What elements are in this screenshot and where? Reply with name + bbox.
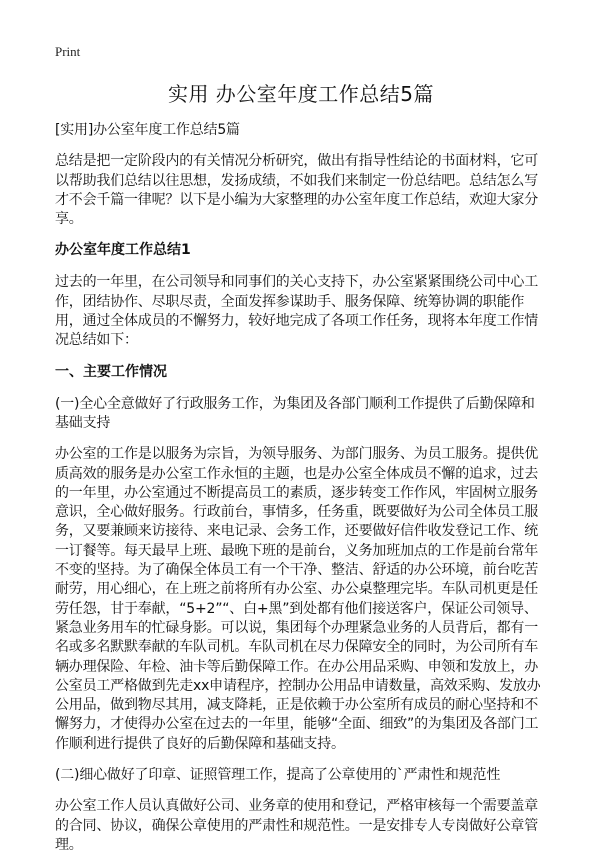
item-paragraph: 办公室工作人员认真做好公司、业务章的使用和登记，严格审核每一个需要盖章的合同、协议，确保公章使用的严肃性和规范性。一是安排专人专岗做好公章管理。 (55, 798, 538, 853)
document-page (55, 44, 547, 867)
part-heading: 一、主要工作情况 (55, 363, 167, 380)
section-heading: 办公室年度工作总结1 (55, 242, 191, 259)
item-heading: (一)全心全意做好了行政服务工作，为集团及各部门顺利工作提供了后勤保障和基础支持 (55, 395, 535, 431)
item-heading: (二)细心做好了印章、证照管理工作，提高了公章使用的`严肃性和规范性 (55, 767, 501, 784)
intro-paragraph: 总结是把一定阶段内的有关情况分析研究，做出有指导性结论的书面材料，它可以帮助我们总结以往思想，发扬成绩，不如我们来制定一份总结吧。总结怎么写才不会千篇一律呢？以下是小编为大家整理的办公室年度工作总结，欢迎大家分享。 (55, 153, 538, 228)
document-subtitle: [实用]办公室年度工作总结5篇 (55, 122, 240, 138)
print-link[interactable]: Print (55, 44, 81, 59)
item-paragraph: 办公室的工作是以服务为宗旨，为领导服务、为部门服务、为员工服务。提供优质高效的服务是办公室工作永恒的主题，也是办公室全体成员不懈的追求，过去的一年里，办公室通过不断提高员工的素质，逐步转变工作作风，牢固树立服务意识，全心做好服务。行政前台，事情多，任务重，既要做好为公司全体员工服务，又要兼顾来访接待、来电记录、会务工作，还要做好信件收发登记工作、统一订餐等。每天最早上班、最晚下班的是前台，义务加班加点的工作是前台常年不变的坚持。为了确保全体员工有一个干净、整洁、舒适的办公环境，前台吃苦耐劳，用心细心，在上班之前将所有办公室、办公桌整理完毕。车队司机更是任劳任怨，甘于奉献，“5+2”“、白+黑”到处都有他们接送客户，保证公司领导、紧急业务用车的忙碌身影。可以说，集团每个办理紧急业务的人员背后，都有一名或多名默默奉献的车队司机。车队司机在尽力保障安全的同时，为公司所有车辆办理保险、年检、油卡等后勤保障工作。在办公用品采购、申领和发放上，办公室员工严格做到先走xx申请程序，控制办公用品申请数量，高效采购、发放办公用品，做到物尽其用，减支降耗，正是依赖于办公室所有成员的耐心坚持和不懈努力，才使得办公室在过去的一年里，能够“全面、细致”的为集团及各部门工作顺利进行提供了良好的后勤保障和基础支持。 (55, 446, 541, 752)
section-paragraph: 过去的一年里，在公司领导和同事们的关心支持下，办公室紧紧围绕公司中心工作，团结协作、尽职尽责，全面发挥参谋助手、服务保障、统筹协调的职能作用，通过全体成员的不懈努力，较好地完成了各项工作任务，现将本年度工作情况总结如下： (55, 274, 538, 349)
document-title: 实用 办公室年度工作总结5篇 (167, 82, 435, 106)
